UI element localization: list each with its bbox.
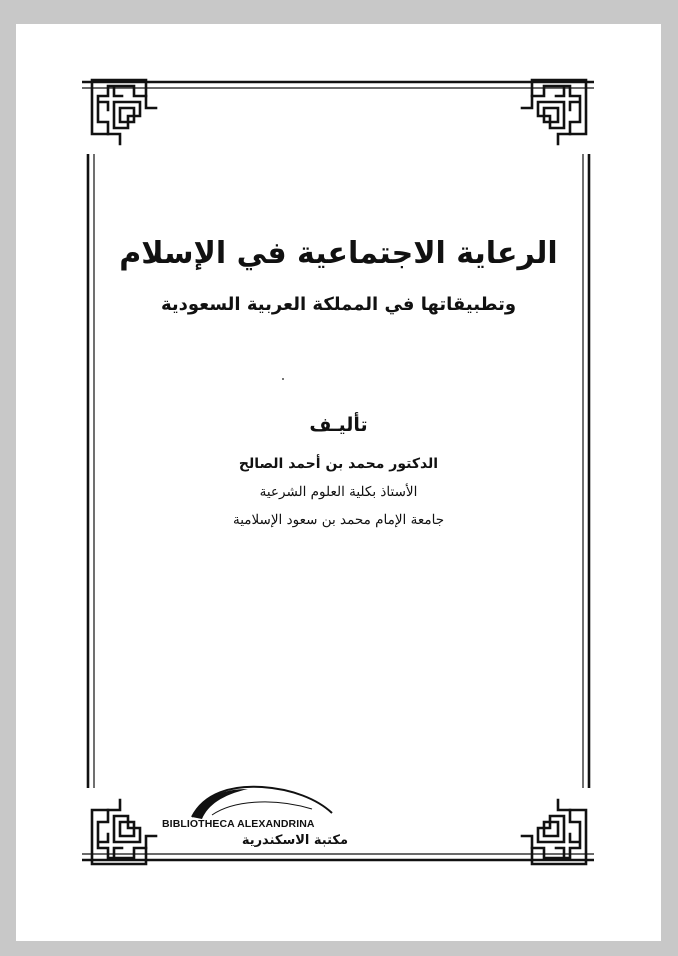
- speck: [282, 378, 284, 380]
- logo-arabic-text: مكتبة الاسكندرية: [241, 833, 348, 848]
- author-university: جامعة الإمام محمد بن سعود الإسلامية: [232, 512, 445, 528]
- book-title: الرعاية الاجتماعية في الإسلام: [119, 236, 558, 271]
- logo-latin-text: BIBLIOTHECA ALEXANDRINA: [162, 818, 315, 830]
- author-position: الأستاذ بكلية العلوم الشرعية: [259, 484, 418, 500]
- corner-ornament-top-left: [92, 80, 156, 144]
- corner-ornament-top-right: [522, 80, 586, 144]
- book-subtitle: وتطبيقاتها في المملكة العربية السعودية: [160, 294, 517, 315]
- logo-arc-icon: [152, 779, 352, 823]
- author-heading: تأليـف: [309, 414, 368, 436]
- bibliotheca-alexandrina-logo: [152, 779, 352, 859]
- document-page: [16, 24, 661, 941]
- author-name: الدكتور محمد بن أحمد الصالح: [238, 456, 439, 472]
